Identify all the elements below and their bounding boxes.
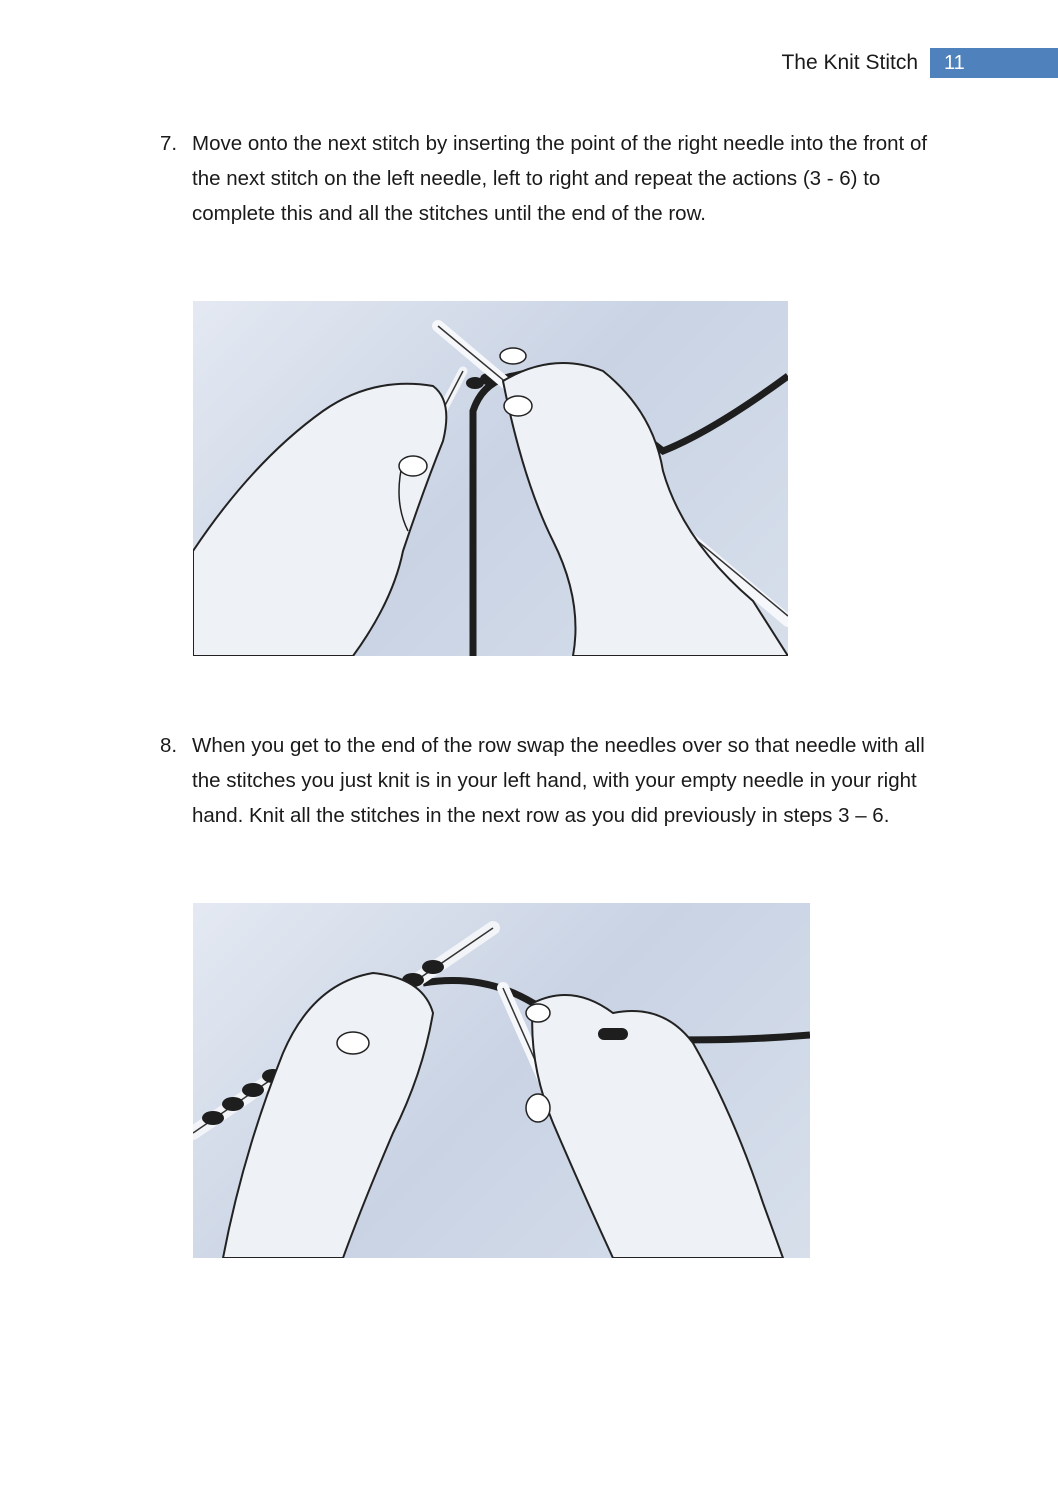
step-number: 8.	[160, 734, 178, 757]
hands-knitting-drawing	[193, 301, 788, 656]
step-number: 7.	[160, 132, 178, 155]
page-header	[781, 48, 1058, 78]
step-text: Move onto the next stitch by inserting the point of the right needle into the front of the next stitch on the left needle, left to right and repeat the actions (3 - 6) to complete this and all the stitches until the end of the row.	[192, 132, 928, 225]
step-7	[160, 126, 940, 231]
chapter-title: The Knit Stitch	[781, 51, 918, 74]
knitting-illustration-step-8	[193, 903, 810, 1258]
hands-swap-needles-drawing	[193, 903, 810, 1258]
page-number: 11	[930, 48, 1058, 78]
step-text: When you get to the end of the row swap the needles over so that needle with all the stitches you just knit is in your left hand, with your empty needle in your right hand. Knit all the stitches in the next row as you did previously in steps 3 – 6.	[192, 734, 925, 827]
knitting-illustration-step-7	[193, 301, 788, 656]
step-8	[160, 728, 940, 833]
